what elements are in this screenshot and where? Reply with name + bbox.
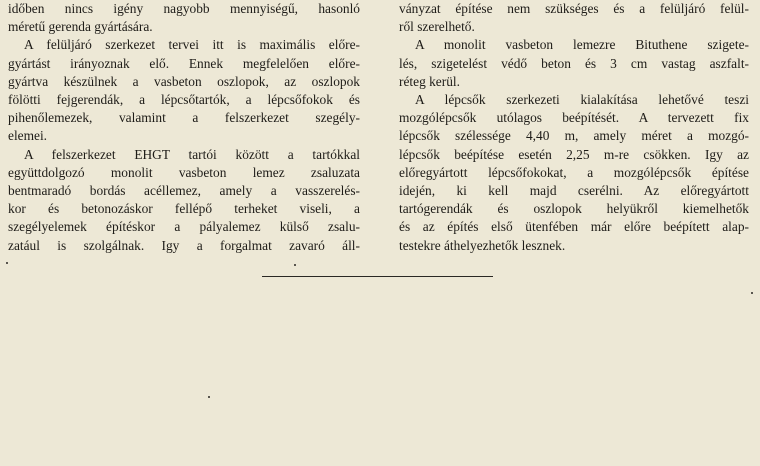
- text-line: méretű gerenda gyártására.: [8, 19, 153, 35]
- text-line: mozgólépcsők utólagos beépítését. A tervezett fix: [399, 110, 749, 126]
- paragraph: [8, 146, 360, 255]
- paragraph: [8, 0, 360, 36]
- text-line: lépcsők beépítése esetén 2,25 m-re csökken. Igy az: [399, 146, 749, 162]
- text-line: kor és betonozáskor fellépő terheket viseli, a: [8, 201, 360, 217]
- text-line: ványzat építése nem szükséges és a felüljáró felül-: [399, 1, 749, 16]
- text-line: réteg kerül.: [399, 73, 460, 89]
- text-line: testekre áthelyezhetők lesznek.: [399, 237, 566, 253]
- text-line: idején, ki kell majd cserélni. Az előregyártott: [399, 183, 749, 199]
- text-line: gyártást irányoznak elő. Ennek megfelelően előre-: [8, 55, 360, 71]
- print-speck: [751, 292, 753, 294]
- section-divider-rule: [262, 276, 493, 277]
- paragraph: [8, 36, 360, 145]
- text-line: fölötti fejgerendák, a lépcsőtartók, a lépcsőfokok és: [8, 92, 360, 108]
- left-column: [8, 0, 360, 255]
- paragraph: [399, 0, 749, 36]
- text-line: és az építés első ütenfében már előre beépített alap-: [399, 219, 749, 235]
- text-line: A felüljáró szerkezet tervei itt is maximális előre-: [24, 37, 360, 53]
- text-line: szegélyelemek építéskor a pályalemez külső zsalu-: [8, 219, 360, 235]
- print-speck: [208, 396, 210, 398]
- text-line: tartógerendák és oszlopok helyükről kiemelhetők: [399, 201, 749, 217]
- text-line: A lépcsők szerkezeti kialakítása lehetővé teszi: [415, 92, 749, 108]
- print-speck: [6, 262, 8, 264]
- text-line: előregyártott lépcsőfokokat, a mozgólépcsők építése: [399, 164, 749, 180]
- text-line: gyártva készülnek a vasbeton oszlopok, az oszlopok: [8, 73, 360, 89]
- paragraph: [399, 91, 749, 255]
- paragraph: [399, 36, 749, 91]
- text-line: A felszerkezet EHGT tartói között a tartókkal: [24, 146, 360, 162]
- text-line: pihenőlemezek, valamint a felszerkezet szegély-: [8, 110, 360, 126]
- text-line: időben nincs igény nagyobb mennyiségű, hasonló: [8, 1, 360, 16]
- text-line: elemei.: [8, 128, 48, 144]
- text-line: zatául is szolgálnak. Igy a forgalmat zavaró áll-: [8, 237, 360, 253]
- text-line: bentmaradó bordás acéllemez, amely a vasszerelés-: [8, 183, 360, 199]
- text-line: ről szerelhető.: [399, 19, 475, 35]
- text-line: A monolit vasbeton lemezre Bituthene szigete-: [415, 37, 749, 53]
- print-speck: [294, 264, 296, 266]
- text-line: lés, szigetelést védő beton és 3 cm vastag aszfalt-: [399, 55, 749, 71]
- text-line: együttdolgozó monolit vasbeton lemez zsaluzata: [8, 164, 360, 180]
- right-column: [399, 0, 749, 255]
- text-line: lépcsők szélessége 4,40 m, amely méret a mozgó-: [399, 128, 749, 144]
